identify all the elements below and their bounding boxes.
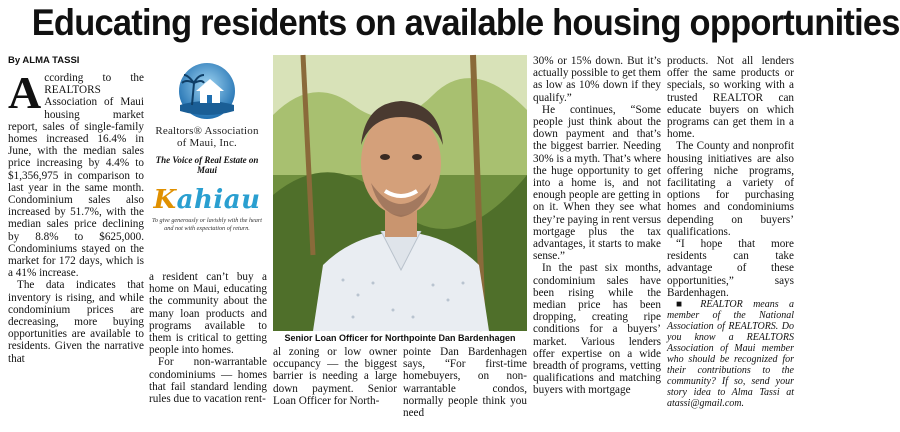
article-column-2 (149, 271, 267, 432)
association-tagline: The Voice of Real Estate on Maui (155, 155, 259, 175)
article-paragraph: al zoning or low owner occupancy — the biggest barrier is needing a large down payment. Senior Loan Officer for North- (273, 346, 397, 407)
sponsor-logos (148, 55, 266, 265)
article-paragraph: products. Not all lenders offer the same products or specials, so working with a trusted REALTOR can educate buyers on which programs can get them in a home. (667, 55, 794, 141)
article-paragraph: The data indicates that inventory is rising, and while condominium prices are decreasing, more buying opportunities are available to residents. Given the narrative that (8, 279, 144, 365)
article-paragraph: a resident can’t buy a home on Maui, educating the community about the many loan products and programs available to them is critical to getting people into homes. (149, 271, 267, 357)
article-paragraph: “I hope that more residents can take advantage of these opportunities,” says Bardenhagen. (667, 238, 794, 299)
article-paragraph: The County and nonprofit housing initiatives are also offering niche programs, facilitating a variety of options for purchasing homes and condominiums depending on buyers’ qualifications. (667, 140, 794, 238)
drop-cap: A (8, 67, 42, 118)
house-palm-emblem-icon (174, 61, 240, 123)
kahiau-logo (148, 185, 266, 215)
portrait-illustration (273, 55, 527, 331)
byline: By ALMA TASSI (8, 55, 80, 66)
article-paragraph: pointe Dan Bardenhagen says, “For first-time homebuyers, on non-warrantable condos, normally people think you need (403, 346, 527, 420)
association-name-line-2: of Maui, Inc. (176, 137, 238, 149)
kahiau-logo-rest: ahiau (176, 185, 261, 215)
association-name-line-1: Realtors® Association (155, 125, 259, 137)
association-name (148, 125, 266, 149)
portrait-photo (273, 55, 527, 331)
kahiau-logo-k: K (153, 185, 177, 215)
article-paragraph (8, 67, 144, 280)
article-paragraph: He continues, “Some people just think about the down payment and that’s the biggest barrier. Needing 30% is a myth. That’s where the huge opportunity to get into a home is, and not enough people are getting in on it. When they see what they’re paying in rent versus mortgage plus the tax advantages, it starts to make sense.” (533, 103, 661, 263)
article-paragraph: For non-warrantable condominiums — homes that fail standard lending rules due to vacation rent- (149, 356, 267, 406)
article-column-3 (273, 346, 397, 432)
author-note: ■ REALTOR means a member of the National Association of REALTORS. Do you know a REALTORS Association of Maui member who should be recognized for their contributions to the community? If so, send your story idea to Alma Tassi at atassi@gmail.com. (667, 299, 794, 410)
article-column-6 (667, 55, 794, 432)
article-column-5 (533, 55, 661, 432)
article-column-1 (8, 67, 144, 432)
paragraph-text: ccording to the REALTORS Association of Maui housing market report, sales of single-family homes increased 16.4% in June, with the median sales price increasing by 4.4% to $1,356,975 in comparison to last year in the same month. Condominium sales also increased by 51.7%, with the median sales price declining by 8.8% to $625,000. Condominiums stayed on the market for 172 days, which is a 41% increase. (8, 72, 144, 280)
photo-caption: Senior Loan Officer for Northpointe Dan Bardenhagen (284, 333, 516, 343)
kahiau-tagline: To give generously or lavishly with the heart and not with expectation of return. (151, 217, 263, 232)
article-paragraph: 30% or 15% down. But it’s actually possible to get them as low as 10% down if they qualify.” (533, 55, 662, 104)
article-column-4 (403, 346, 527, 432)
headline: Educating residents on available housing opportunities (31, 2, 900, 43)
article-paragraph: In the past six months, condominium sales have been rising while the median price has been dropping, creating ripe conditions for a buyers’ market. Various lenders offer expertise on a wide breadth of programs, vetting qualifications and matching buyers with mortgage (533, 262, 661, 397)
